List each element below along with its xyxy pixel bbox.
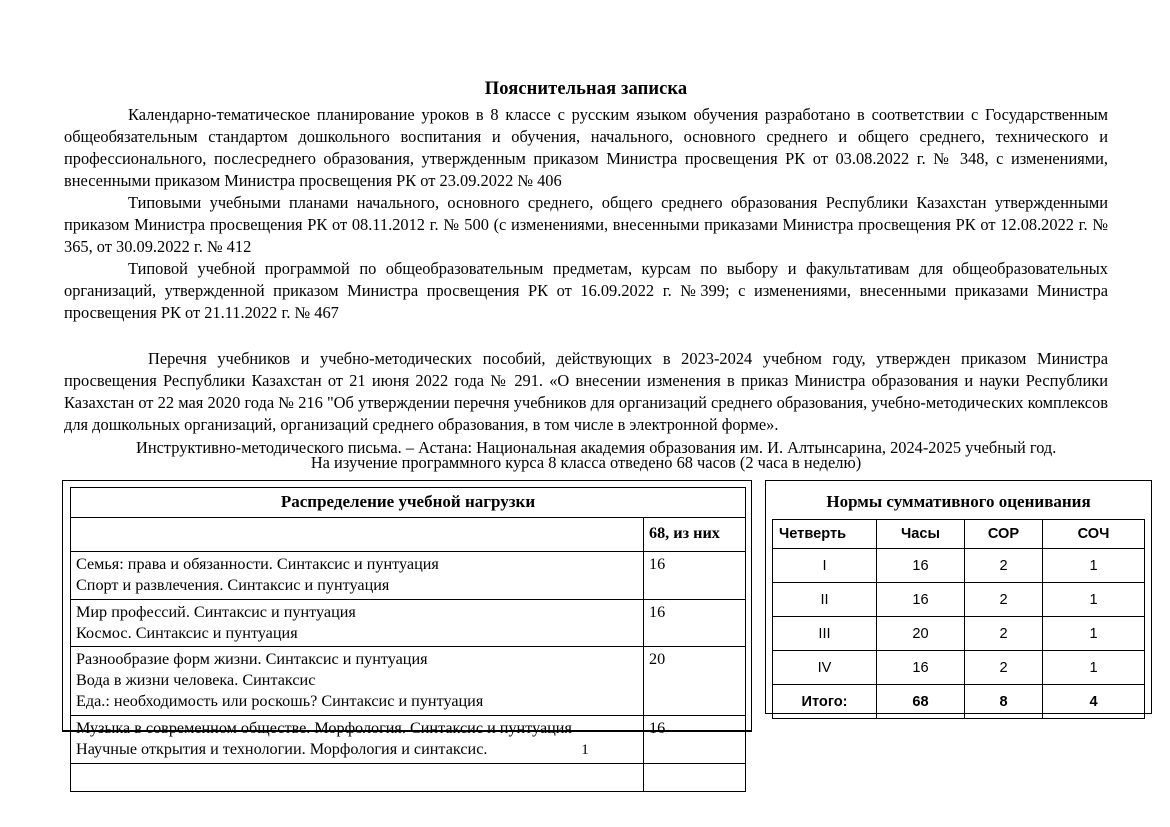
load-topics-cell [71,647,644,716]
load-hours-cell: 16 [643,716,745,764]
norms-header-hours: Часы [877,520,965,549]
table-row [71,599,746,647]
norms-total-soch: 4 [1043,685,1145,719]
table-row-caption [71,488,746,518]
norms-cell-quarter: II [773,583,877,617]
norms-total-hours: 68 [877,685,965,719]
hours-note: На изучение программного курса 8 класса отведено 68 часов (2 часа в неделю) [310,453,862,472]
topic-line: Семья: права и обязанности. Синтаксис и пунтуация [76,554,439,573]
norms-cell-soch: 1 [1043,583,1145,617]
norms-cell-hours: 16 [877,583,965,617]
table-row-header [773,520,1145,549]
norms-cell-quarter: III [773,617,877,651]
norms-table-frame [765,480,1152,714]
norms-total-sor: 8 [965,685,1043,719]
topic-line: Музыка в современном обществе. Морфология. Синтаксис и пунтуация [76,719,572,738]
norms-cell-hours: 16 [877,549,965,583]
table-row [773,583,1145,617]
norms-header-quarter: Четверть [773,520,877,549]
table-row-header [71,517,746,551]
topic-line: Разнообразие форм жизни. Синтаксис и пунтуация [76,650,428,669]
topic-line: Космос. Синтаксис и пунтуация [76,623,298,642]
table-row-caption [773,486,1145,520]
load-table-caption: Распределение учебной нагрузки [71,488,746,518]
table-row [773,651,1145,685]
norms-cell-sor: 2 [965,651,1043,685]
topic-line: Мир профессий. Синтаксис и пунтуация [76,602,356,621]
table-row [773,617,1145,651]
summative-norms-table [772,486,1145,719]
topic-line: Еда.: необходимость или роскошь? Синтаксис и пунтуация [76,692,484,711]
table-row [773,549,1145,583]
paragraph-2: Типовыми учебными планами начального, основного среднего, общего среднего образования Республики Казахстан утвержденными приказом Министра просвещения РК от 08.11.2012 г. № 500 (с изменениями, внесенными приказами Министра просвещения РК от 12.08.2022 г. № 365, от 30.09.2022 г. № 412 [64,192,1108,257]
page-title: Пояснительная записка [484,79,688,99]
norms-header-sor: СОР [965,520,1043,549]
load-hours-cell-empty [643,763,745,791]
paragraph-5: Инструктивно-методического письма. – Астана: Национальная академия образования им. И. Алтынсарина, 2024-2025 учебный год. [136,437,1057,457]
norms-header-soch: СОЧ [1043,520,1145,549]
paragraph-4: Перечня учебников и учебно-методических пособий, действующих в 2023-2024 учебном году, утвержден приказом Министра просвещения Республики Казахстан от 21 июня 2022 года № 291. «О внесении изменения в приказ Министра образования и науки Республики Казахстан от 22 мая 2020 года № 216 "Об утверждении перечня учебников для организаций среднего образования, учебно-методических комплексов для дошкольных организаций, организаций среднего образования, в том числе в электронной форме». [64,349,1108,435]
topic-line: Вода в жизни человека. Синтаксис [76,671,316,690]
norms-cell-sor: 2 [965,549,1043,583]
norms-cell-sor: 2 [965,583,1043,617]
table-row [71,551,746,599]
norms-table-caption: Нормы суммативного оценивания [773,486,1145,520]
load-hours-cell: 20 [643,647,745,716]
paragraph-3: Типовой учебной программой по общеобразовательным предметам, курсам по выбору и факультативам для общеобразовательных организаций, утвержденной приказом Министра просвещения РК от 16.09.2022 г. №399; с изменениями, внесенными приказами Министра просвещения РК от 21.11.2022 г. № 467 [64,259,1108,323]
load-topic-header-blank [71,517,644,551]
norms-cell-soch: 1 [1043,617,1145,651]
norms-total-label: Итого: [773,685,877,719]
document-body [64,78,1108,459]
norms-cell-quarter: IV [773,651,877,685]
load-topics-cell [71,599,644,647]
load-hours-cell: 16 [643,551,745,599]
norms-cell-hours: 16 [877,651,965,685]
table-row [71,763,746,791]
norms-cell-sor: 2 [965,617,1043,651]
page-number: 1 [581,742,589,758]
norms-cell-soch: 1 [1043,549,1145,583]
norms-cell-soch: 1 [1043,651,1145,685]
table-row-total [773,685,1145,719]
load-hours-cell: 16 [643,599,745,647]
paragraph-spacer [64,324,1108,348]
load-hours-header: 68, из них [643,517,745,551]
norms-cell-quarter: I [773,549,877,583]
norms-cell-hours: 20 [877,617,965,651]
tables-area [62,480,1152,759]
load-table-frame [62,480,752,759]
topic-line: Спорт и развлечения. Синтаксис и пунтуация [76,575,390,594]
table-row [71,647,746,716]
load-topics-cell [71,551,644,599]
topic-line: Научные открытия и технологии. Морфология и синтаксис. [76,740,488,759]
load-topics-cell-empty [71,763,644,791]
paragraph-1: Календарно-тематическое планирование уроков в 8 классе с русским языком обучения разработано в соответствии с Государственным общеобязательным стандартом дошкольного воспитания и обучения, начального, основного среднего и общего среднего, технического и профессионального, послесреднего образования, утвержденным приказом Министра просвещения РК от 03.08.2022 г. № 348, с изменениями, внесенными приказом Министра просвещения РК от 23.09.2022 № 406 [64,104,1108,190]
